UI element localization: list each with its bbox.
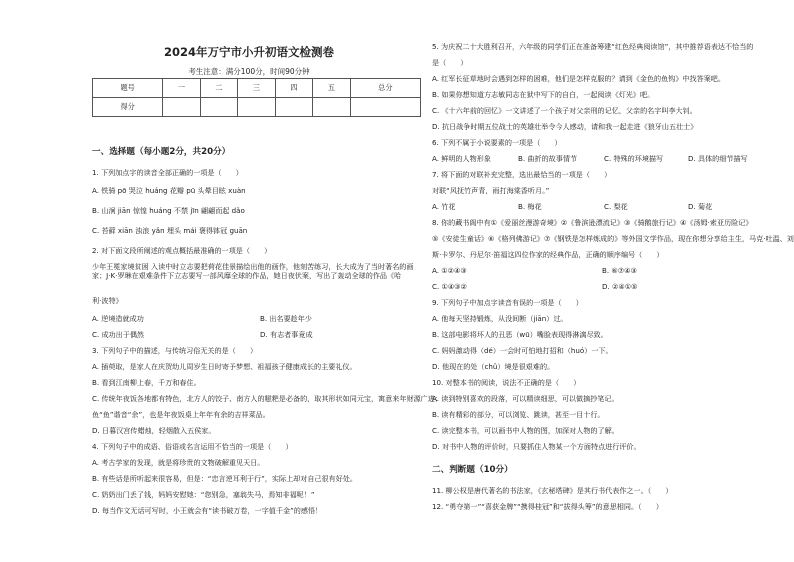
option-c: C. 梨花 xyxy=(604,202,628,211)
question-stem: 12. “勇夺第一”“喜获金牌”“携得桂冠”和“拔得头筹”的意思相同。（ ） xyxy=(432,502,663,511)
score-cell[interactable] xyxy=(313,98,350,117)
question-stem: 4. 下列句子中的成语、俗语或名言运用不恰当的一项是（ ） xyxy=(92,442,293,451)
question-stem: 3. 下列句子中的描述，与传统习俗无关的是（ ） xyxy=(92,346,258,355)
question-stem: 10. 对整本书的阅读，说法不正确的是（ ） xyxy=(432,378,581,387)
score-cell[interactable] xyxy=(275,98,312,117)
option-b: B. ⑥⑦④③ xyxy=(602,266,637,275)
score-header-cell: 三 xyxy=(238,79,275,98)
score-header-cell: 总分 xyxy=(350,79,420,98)
question-stem-continued: 是（ ） xyxy=(432,58,468,67)
question-stem: 5. 为庆祝二十大胜利召开，六年级的同学们正在准备筹建“红色经典阅读馆”，其中推荐语表达不恰当的 xyxy=(432,42,754,51)
option-b: B. 梅花 xyxy=(518,202,542,211)
score-table-header-row xyxy=(93,79,421,98)
option-a: A. 他每天坚持锻炼，从没间断（jiān）过。 xyxy=(432,314,568,323)
option-c: C. 苔藓 xiān 浊浪 yǎn 埋头 mái 褒得钵冠 guān xyxy=(92,226,248,235)
option-a: A. 插萸取，是家人在庆贺幼儿周岁生日时寄予梦想、祖福孩子健康成长的主要礼仪。 xyxy=(92,362,357,371)
score-header-cell: 二 xyxy=(200,79,237,98)
option-d: D. 具体的细节描写 xyxy=(688,154,748,163)
option-c: C. 《十六年前的回忆》一文讲述了一个孩子对父亲刑的记忆，父亲的名字叫李大钊。 xyxy=(432,106,697,115)
option-c: C. 妈妈激动得（dé）一会时可怕地打招和（huó）一下。 xyxy=(432,346,613,355)
score-header-cell: 四 xyxy=(275,79,312,98)
page-title: 2024年万宁市小升初语文检测卷 xyxy=(163,45,334,59)
option-c: C. 奶奶出门丢了钱，妈妈安慰她：“您别急，塞翁失马，焉知非福呢！” xyxy=(92,490,315,499)
score-header-cell: 题号 xyxy=(93,79,163,98)
question-stem: 9. 下列句子中加点字读音有误的一项是（ ） xyxy=(432,298,583,307)
option-b: B. 读有精彩的部分，可以浏览、跳读，甚至一目十行。 xyxy=(432,410,605,419)
option-c-continued: 鱼“鱼”谐音“余”，也是年夜饭桌上年年有余的吉祥菜品。 xyxy=(92,410,270,419)
question-stem: 7. 将下面的对联补充完整，选出最恰当的一项是（ ） xyxy=(432,170,612,179)
question-stem-line3: 斯·卡罗尔、丹尼尔·笛福这四位作家的经典作品，正确的顺序编号（ ） xyxy=(432,250,664,259)
option-c: C. ①④③② xyxy=(432,282,467,291)
section-heading-choice: 一、选择题（每小题2分，共20分） xyxy=(92,147,231,157)
score-cell[interactable] xyxy=(350,98,420,117)
score-table xyxy=(92,78,421,117)
option-a: A. ①②④③ xyxy=(432,266,467,275)
option-b: B. 有些话是所听起来很容易，但是：“忠言逆耳利于行”，实际上却对自己很有好处。 xyxy=(92,474,358,483)
option-c: C. 传统年夜饭各地都有特色，北方人的饺子、南方人的糍粑是必备的，取其形状如同元宝，寓意来年财源广进； xyxy=(92,394,442,403)
option-a: A. 竹花 xyxy=(432,202,456,211)
question-stem: 2. 对下面文段所阐述的观点概括最准确的一项是（ ） xyxy=(92,246,272,255)
question-stem: 1. 下列加点字的读音全部正确的一项是（ ） xyxy=(92,168,243,177)
option-b: B. 如果你想知道方志敏同志在狱中写下的自白，一起阅读《灯光》吧。 xyxy=(432,90,655,99)
question-passage: 少年王冕家境贫困 入读中时立志要把荷花佳景描绘出他的画作，他刻苦练习，长大成为了当时著名的画家；J·K·罗琳在艰难条件下立志要写一部风靡全球的作品，她日夜伏案，写出了轰动全球的作品《哈 xyxy=(92,262,414,280)
option-b: B. 出名要趁年少 xyxy=(260,314,312,323)
score-cell[interactable] xyxy=(200,98,237,117)
score-header-cell: 五 xyxy=(313,79,350,98)
score-header-cell: 一 xyxy=(163,79,200,98)
option-d: D. 对书中人物的评价时，只要抓住人物某一个方面特点进行评价。 xyxy=(432,442,641,451)
option-a: A. 考古学家的发现，就是将珍贵的文物破解重见天日。 xyxy=(92,458,265,467)
option-d: D. 日暮汉宫传蜡烛，轻烟散入五侯家。 xyxy=(92,426,216,435)
score-row-label: 得分 xyxy=(93,98,163,117)
question-stem: 11. 柳公权是唐代著名的书法家，《玄秘塔碑》是其行书代表作之一。（ ） xyxy=(432,486,673,495)
option-d: D. 有志者事竟成 xyxy=(260,330,313,339)
option-d: D. ②④①⑤ xyxy=(602,282,638,291)
option-c: C. 读完整本书，可以画书中人物的图，加深对人物的了解。 xyxy=(432,426,619,435)
question-stem-line2: ⑤《安徒生童话》⑥《格列佛游记》⑦《钢铁是怎样炼成的》等外国文学作品，现在你想分享给主生，马克·吐温、刘 xyxy=(432,234,794,243)
question-passage-tail: 利·波特》 xyxy=(92,296,123,305)
option-c: C. 成功出于偶然 xyxy=(92,330,145,339)
exam-notice: 考生注意：满分100分，时间90分钟 xyxy=(188,67,310,76)
score-cell[interactable] xyxy=(163,98,200,117)
option-b: B. 山涧 jiān 惊惶 huáng 不禁 jīn 翩翩而起 dǎo xyxy=(92,206,245,215)
option-d: D. 菊花 xyxy=(688,202,713,211)
option-a: A. 红军长征草地时会遇到怎样的困难，他们是怎样克服的？请到《金色的鱼钩》中找答案吧。 xyxy=(432,74,725,83)
option-b: B. 看到江南柳上春，千万和春住。 xyxy=(92,378,201,387)
section-heading-judgment: 二、判断题（10分） xyxy=(432,465,513,475)
option-a: A. 铁骑 pō 哭泣 huáng 花瓣 pū 头晕目眩 xuàn xyxy=(92,186,246,195)
option-a: A. 逆境造就成功 xyxy=(92,314,144,323)
option-d: D. 抗日战争时期五位战士的英雄壮举令今人感动，请和我一起走进《狼牙山五壮士》 xyxy=(432,122,698,131)
option-c: C. 特殊的环境描写 xyxy=(604,154,664,163)
score-cell[interactable] xyxy=(238,98,275,117)
option-a: A. 读到特别喜欢的段落，可以精读细思，可以做摘抄笔记。 xyxy=(432,394,619,403)
score-table-score-row xyxy=(93,98,421,117)
option-d: D. 他现在的处（chǔ）境是很艰难的。 xyxy=(432,362,555,371)
question-stem: 6. 下列不属于小说要素的一项是（ ） xyxy=(432,138,562,147)
option-d: D. 每当作文无话可写时，小王就会有“读书破万卷，一字值千金”的感悟！ xyxy=(92,506,323,515)
option-b: B. 曲折的故事情节 xyxy=(518,154,578,163)
couplet-line: 对联“风抚竹声青，雨打海棠香听月。” xyxy=(432,186,550,195)
option-b: B. 这部电影将坏人的丑恶（wū）嘴脸表现得淋漓尽致。 xyxy=(432,330,608,339)
option-a: A. 鲜明的人物形象 xyxy=(432,154,491,163)
question-stem: 8. 你的藏书阁中有①《爱丽丝漫游奇境》②《鲁滨逊漂流记》③《骑鹅旅行记》④《汤姆·索亚历险记》 xyxy=(432,218,753,227)
